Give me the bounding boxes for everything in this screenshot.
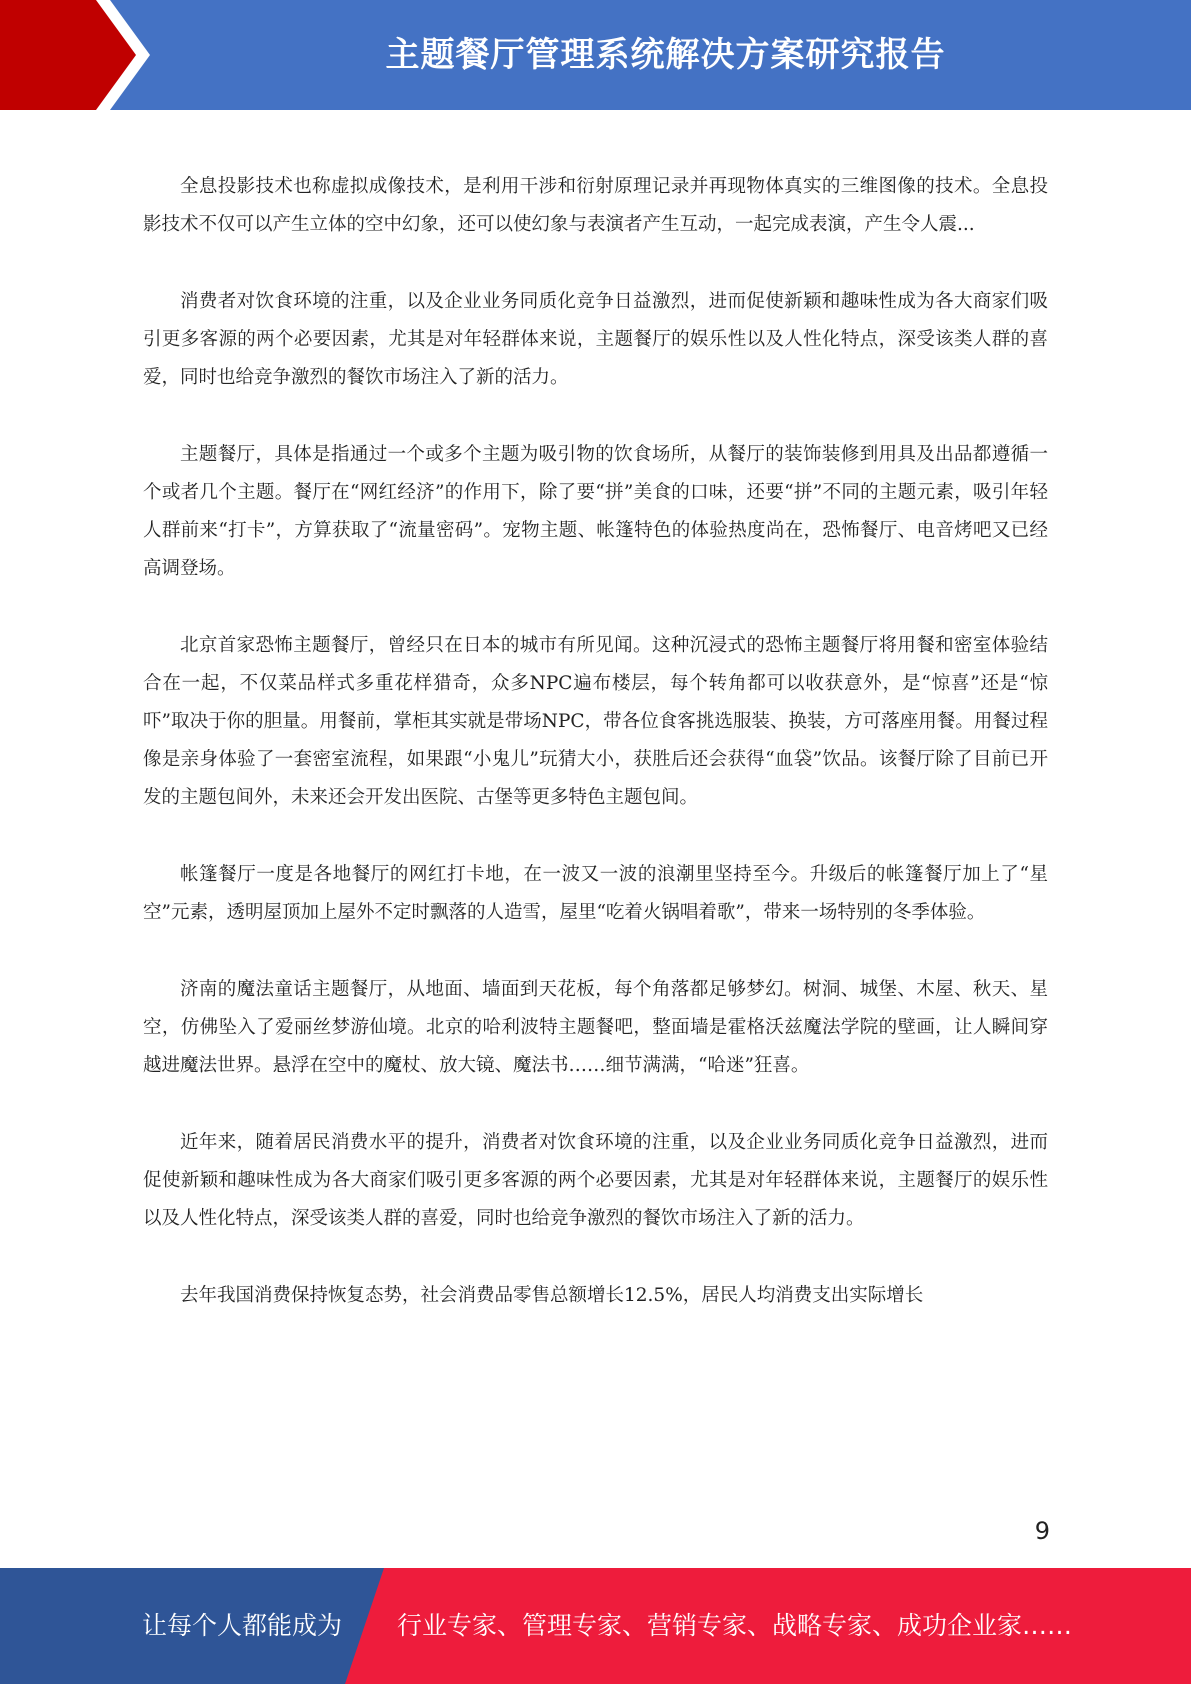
page-footer (0, 1568, 1191, 1684)
paragraph-8: 去年我国消费保持恢复态势，社会消费品零售总额增长12.5%，居民人均消费支出实际增长 (180, 1285, 924, 1306)
paragraph-4: 北京首家恐怖主题餐厅，曾经只在日本的城市有所见闻。这种沉浸式的恐怖主题餐厅将用餐和密室体验结合在一起，不仅菜品样式多重花样猎奇，众多NPC遍布楼层，每个转角都可以收获意外，是“惊喜”还是“惊吓”取决于你的胆量。用餐前，掌柜其实就是带场NPC，带各位食客挑选服装、换装，方可落座用餐。用餐过程像是亲身体验了一套密室流程，如果跟“小鬼儿”玩猜大小，获胜后还会获得“血袋”饮品。该餐厅除了目前已开发的主题包间外，未来还会开发出医院、古堡等更多特色主题包间。 (143, 635, 1048, 808)
document-title: 主题餐厅管理系统解决方案研究报告 (385, 35, 946, 75)
paragraph-2: 消费者对饮食环境的注重，以及企业业务同质化竞争日益激烈，进而促使新颖和趣味性成为各大商家们吸引更多客源的两个必要因素，尤其是对年轻群体来说，主题餐厅的娱乐性以及人性化特点，深受该类人群的喜爱，同时也给竞争激烈的餐饮市场注入了新的活力。 (143, 291, 1048, 388)
paragraph-1: 全息投影技术也称虚拟成像技术，是利用干涉和衍射原理记录并再现物体真实的三维图像的技术。全息投影技术不仅可以产生立体的空中幻象，还可以使幻象与表演者产生互动，一起完成表演，产生令人震... (143, 176, 1048, 235)
page-number: 9 (1034, 1517, 1050, 1545)
paragraph-5: 帐篷餐厅一度是各地餐厅的网红打卡地，在一波又一波的浪潮里坚持至今。升级后的帐篷餐厅加上了“星空”元素，透明屋顶加上屋外不定时飘落的人造雪，屋里“吃着火锅唱着歌”，带来一场特别的冬季体验。 (143, 864, 1048, 923)
footer-slogan-right: 行业专家、管理专家、营销专家、战略专家、成功企业家…… (397, 1611, 1073, 1640)
paragraph-3: 主题餐厅，具体是指通过一个或多个主题为吸引物的饮食场所，从餐厅的装饰装修到用具及出品都遵循一个或者几个主题。餐厅在“网红经济”的作用下，除了要“拼”美食的口味，还要“拼”不同的主题元素，吸引年轻人群前来“打卡”，方算获取了“流量密码”。宠物主题、帐篷特色的体验热度尚在，恐怖餐厅、电音烤吧又已经高调登场。 (143, 444, 1048, 579)
paragraph-6: 济南的魔法童话主题餐厅，从地面、墙面到天花板，每个角落都足够梦幻。树洞、城堡、木屋、秋天、星空，仿佛坠入了爱丽丝梦游仙境。北京的哈利波特主题餐吧，整面墙是霍格沃兹魔法学院的壁画，让人瞬间穿越进魔法世界。悬浮在空中的魔杖、放大镜、魔法书……细节满满，“哈迷”狂喜。 (143, 979, 1048, 1076)
header-arrow-decoration (0, 0, 150, 110)
paragraph-7: 近年来，随着居民消费水平的提升，消费者对饮食环境的注重，以及企业业务同质化竞争日益激烈，进而促使新颖和趣味性成为各大商家们吸引更多客源的两个必要因素，尤其是对年轻群体来说，主题餐厅的娱乐性以及人性化特点，深受该类人群的喜爱，同时也给竞争激烈的餐饮市场注入了新的活力。 (143, 1132, 1048, 1229)
footer-slogan-left: 让每个人都能成为 (142, 1611, 343, 1640)
page-header (0, 0, 1191, 110)
body-content (143, 168, 1048, 1354)
